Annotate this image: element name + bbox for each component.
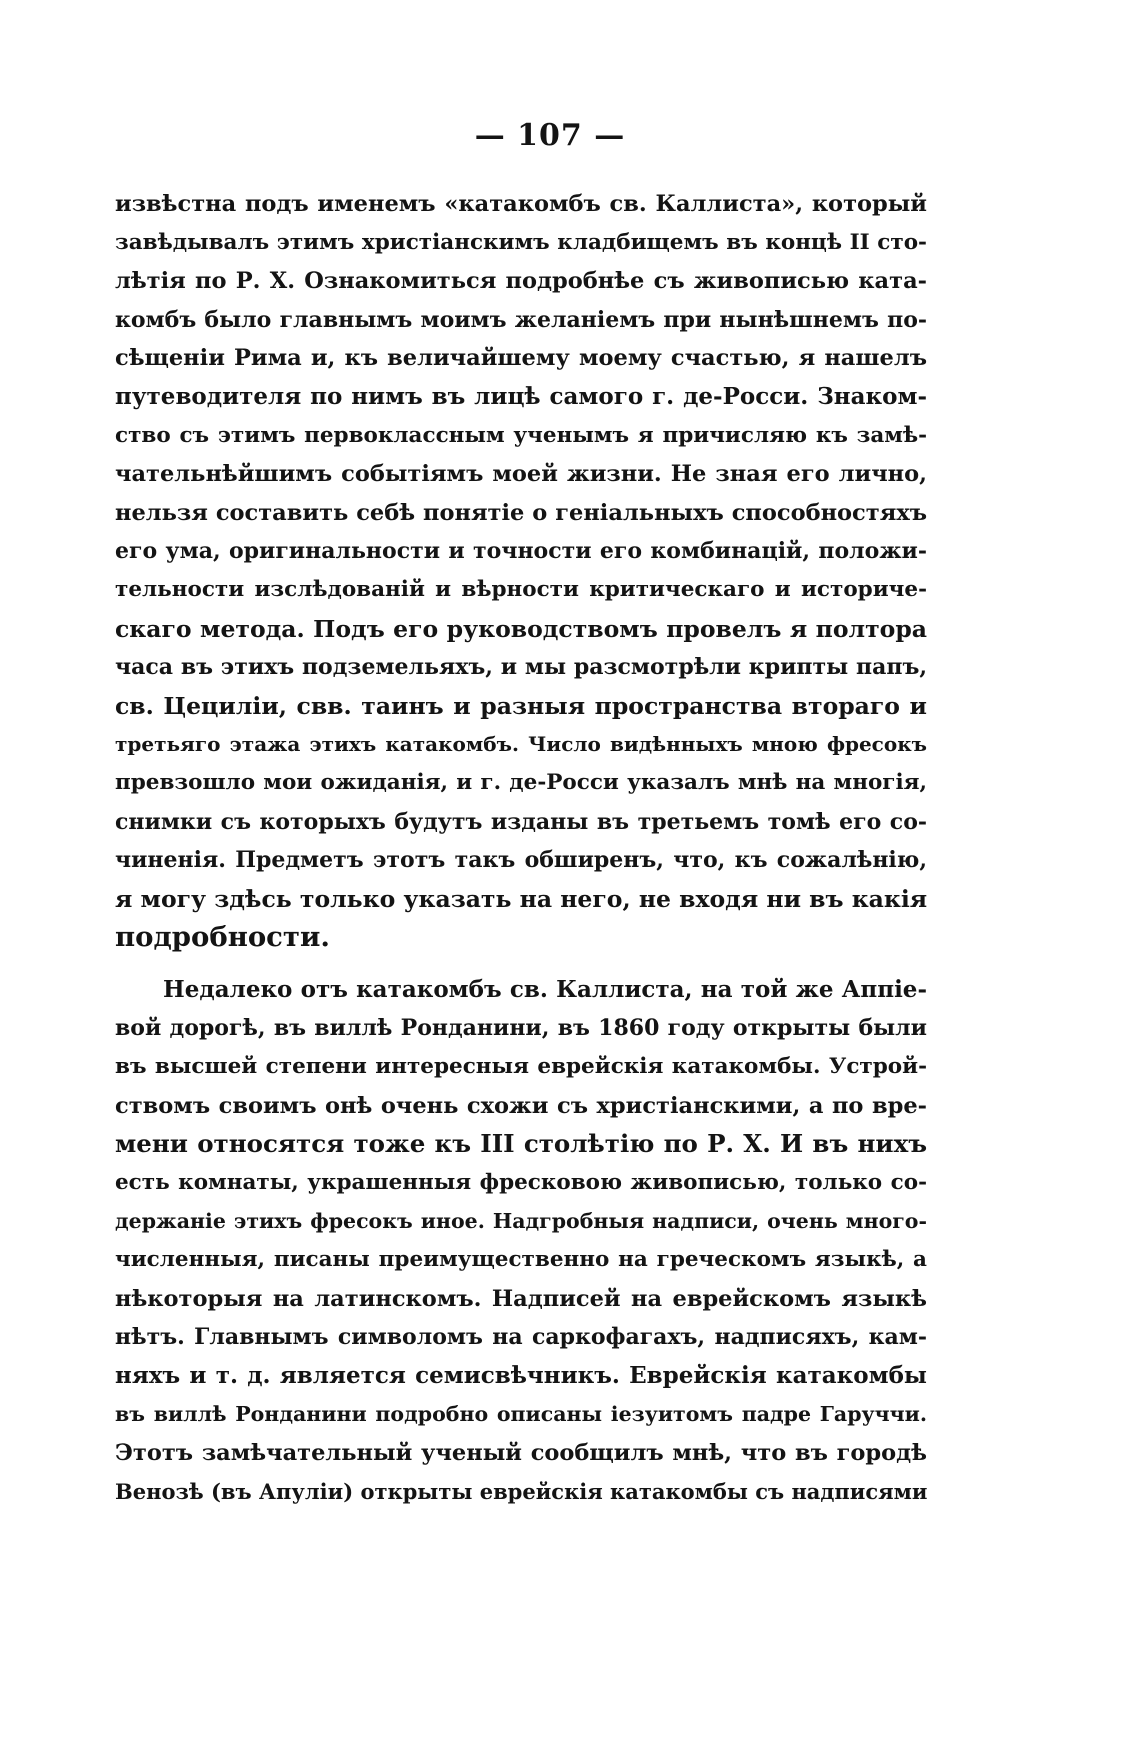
text-line: ство съ этимъ первоклассным ученымъ я причисляю къ замѣ- xyxy=(115,422,927,448)
paragraph-gap xyxy=(115,957,927,971)
text-line: Этотъ замѣчательный ученый сообщилъ мнѣ, что въ городѣ xyxy=(115,1440,927,1466)
text-line: мени относятся тоже къ III столѣтію по Р. Х. И въ нихъ xyxy=(115,1129,927,1159)
text-line: третьяго этажа этихъ катакомбъ. Число видѣнныхъ мною фресокъ xyxy=(115,732,927,757)
text-line: я могу здѣсь только указать на него, не входя ни въ какія xyxy=(115,884,928,913)
text-line: св. Цециліи, свв. таинъ и разныя пространства втораго и xyxy=(115,691,927,720)
text-line: есть комнаты, украшенныя фресковою живописью, только со- xyxy=(115,1169,927,1195)
text-line: ствомъ своимъ онѣ очень схожи съ христіанскими, а по вре- xyxy=(115,1092,927,1119)
text-line: путеводителя по нимъ въ лицѣ самого г. де-Росси. Знаком- xyxy=(115,382,927,410)
text-line: часа въ этихъ подземельяхъ, и мы разсмотрѣли крипты папъ, xyxy=(115,654,927,681)
text-line: извѣстна подъ именемъ «катакомбъ св. Каллиста», который xyxy=(115,191,927,217)
text-line: чиненія. Предметъ этотъ такъ обширенъ, что, къ сожалѣнію, xyxy=(115,847,927,874)
text-line: нѣкоторыя на латинскомъ. Надписей на еврейскомъ языкѣ xyxy=(115,1285,927,1312)
text-line: снимки съ которыхъ будутъ изданы въ третьемъ томѣ его со- xyxy=(115,808,927,835)
text-line: превзошло мои ожиданія, и г. де-Росси указалъ мнѣ на многія, xyxy=(115,769,927,795)
text-line: тельности изслѣдованій и вѣрности критическаго и историче- xyxy=(115,576,927,602)
text-line: его ума, оригинальности и точности его комбинацій, положи- xyxy=(115,538,927,565)
text-line: скаго метода. Подъ его руководствомъ провелъ я полтора xyxy=(115,614,927,643)
text-line: вой дорогѣ, въ виллѣ Ронданини, въ 1860 году открыты были xyxy=(115,1015,927,1042)
text-line: комбъ было главнымъ моимъ желаніемъ при нынѣшнемъ по- xyxy=(115,306,927,333)
text-line: нѣтъ. Главнымъ символомъ на саркофагахъ, надписяхъ, кам- xyxy=(115,1324,927,1351)
text-line: лѣтія по Р. Х. Ознакомиться подробнѣе съ живописью ката- xyxy=(115,268,927,295)
text-line: няхъ и т. д. является семисвѣчникъ. Еврейскія катакомбы xyxy=(115,1361,927,1389)
page-number: — 107 — xyxy=(474,118,626,153)
text-line: Недалеко отъ катакомбъ св. Каллиста, на той же Аппіе- xyxy=(163,975,927,1003)
text-line: держаніе этихъ фресокъ иное. Надгробныя надписи, очень много- xyxy=(115,1209,927,1234)
text-line: подробности. xyxy=(115,921,330,954)
body-text xyxy=(115,185,927,1511)
text-line: численныя, писаны преимущественно на греческомъ языкѣ, а xyxy=(115,1247,927,1273)
text-line: нельзя составить себѣ понятіе о геніальныхъ способностяхъ xyxy=(115,499,927,526)
text-line: въ высшей степени интересныя еврейскія катакомбы. Устрой- xyxy=(115,1054,927,1080)
text-line: сѣщеніи Рима и, къ величайшему моему счастью, я нашелъ xyxy=(115,345,927,372)
text-line: Венозѣ (въ Апуліи) открыты еврейскія катакомбы съ надписями xyxy=(115,1478,928,1504)
text-line: въ виллѣ Ронданини подробно описаны іезуитомъ падре Гаруччи. xyxy=(115,1402,927,1427)
paragraph-2 xyxy=(115,971,927,1511)
text-line: завѣдывалъ этимъ христіанскимъ кладбищемъ въ концѣ II сто- xyxy=(115,229,927,255)
paragraph-1 xyxy=(115,185,927,957)
text-line: чательнѣйшимъ событіямъ моей жизни. Не зная его лично, xyxy=(115,461,927,488)
